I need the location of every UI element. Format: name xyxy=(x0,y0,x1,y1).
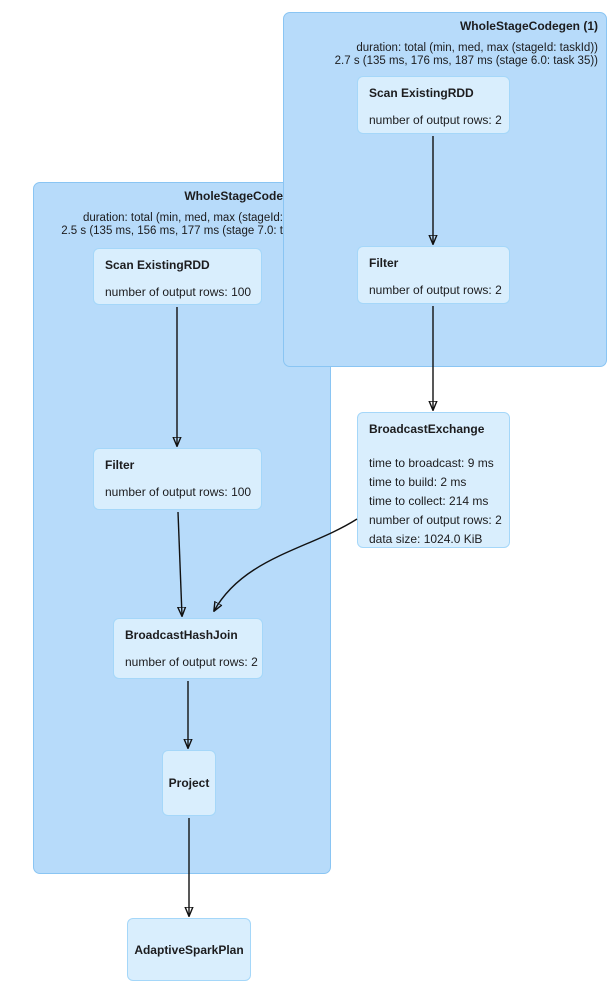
node-metric: data size: 1024.0 KiB xyxy=(369,532,483,546)
plan-node-filter-1[interactable] xyxy=(357,246,510,304)
cluster-title: WholeStageCode xyxy=(184,189,283,203)
node-metric: number of output rows: 100 xyxy=(105,485,252,499)
node-title: BroadcastHashJoin xyxy=(125,628,238,642)
cluster-duration xyxy=(284,42,598,68)
cluster-title: WholeStageCodegen (1) xyxy=(459,19,598,33)
plan-node-project[interactable] xyxy=(162,750,216,816)
plan-node-broadcast-hash-join[interactable] xyxy=(113,618,263,679)
node-metric: number of output rows: 2 xyxy=(369,113,502,127)
node-title: Project xyxy=(168,776,210,790)
node-metric: number of output rows: 2 xyxy=(369,513,502,527)
cluster-duration xyxy=(34,212,283,238)
duration-label: duration: total (min, med, max (stageId: taskId)) xyxy=(356,42,598,54)
plan-node-scan-existingrdd-1[interactable] xyxy=(357,76,510,134)
node-title: Scan ExistingRDD xyxy=(369,86,474,100)
node-title: BroadcastExchange xyxy=(369,422,485,436)
cluster-header xyxy=(284,19,598,68)
node-metric: number of output rows: 2 xyxy=(369,283,502,297)
node-metric: number of output rows: 100 xyxy=(105,285,252,299)
duration-value: 2.5 s (135 ms, 156 ms, 177 ms (stage 7.0: t xyxy=(61,225,283,237)
plan-node-filter-2[interactable] xyxy=(93,448,262,510)
node-title: AdaptiveSparkPlan xyxy=(134,942,244,957)
duration-value: 2.7 s (135 ms, 176 ms, 187 ms (stage 6.0: task 35)) xyxy=(334,55,598,67)
cluster-wholestagecodegen-1 xyxy=(283,12,607,367)
plan-node-adaptive-spark-plan[interactable] xyxy=(127,918,251,981)
duration-label: duration: total (min, med, max (stageId: xyxy=(82,212,283,224)
cluster-header xyxy=(34,189,283,238)
node-title: Filter xyxy=(369,256,399,270)
plan-node-broadcast-exchange[interactable] xyxy=(357,412,510,548)
node-metric: number of output rows: 2 xyxy=(125,655,258,669)
plan-node-scan-existingrdd-2[interactable] xyxy=(93,248,262,305)
node-metric: time to collect: 214 ms xyxy=(369,494,489,508)
node-title: Scan ExistingRDD xyxy=(105,258,210,272)
node-title: Filter xyxy=(105,458,135,472)
node-metric: time to broadcast: 9 ms xyxy=(369,456,494,470)
node-metric: time to build: 2 ms xyxy=(369,475,467,489)
